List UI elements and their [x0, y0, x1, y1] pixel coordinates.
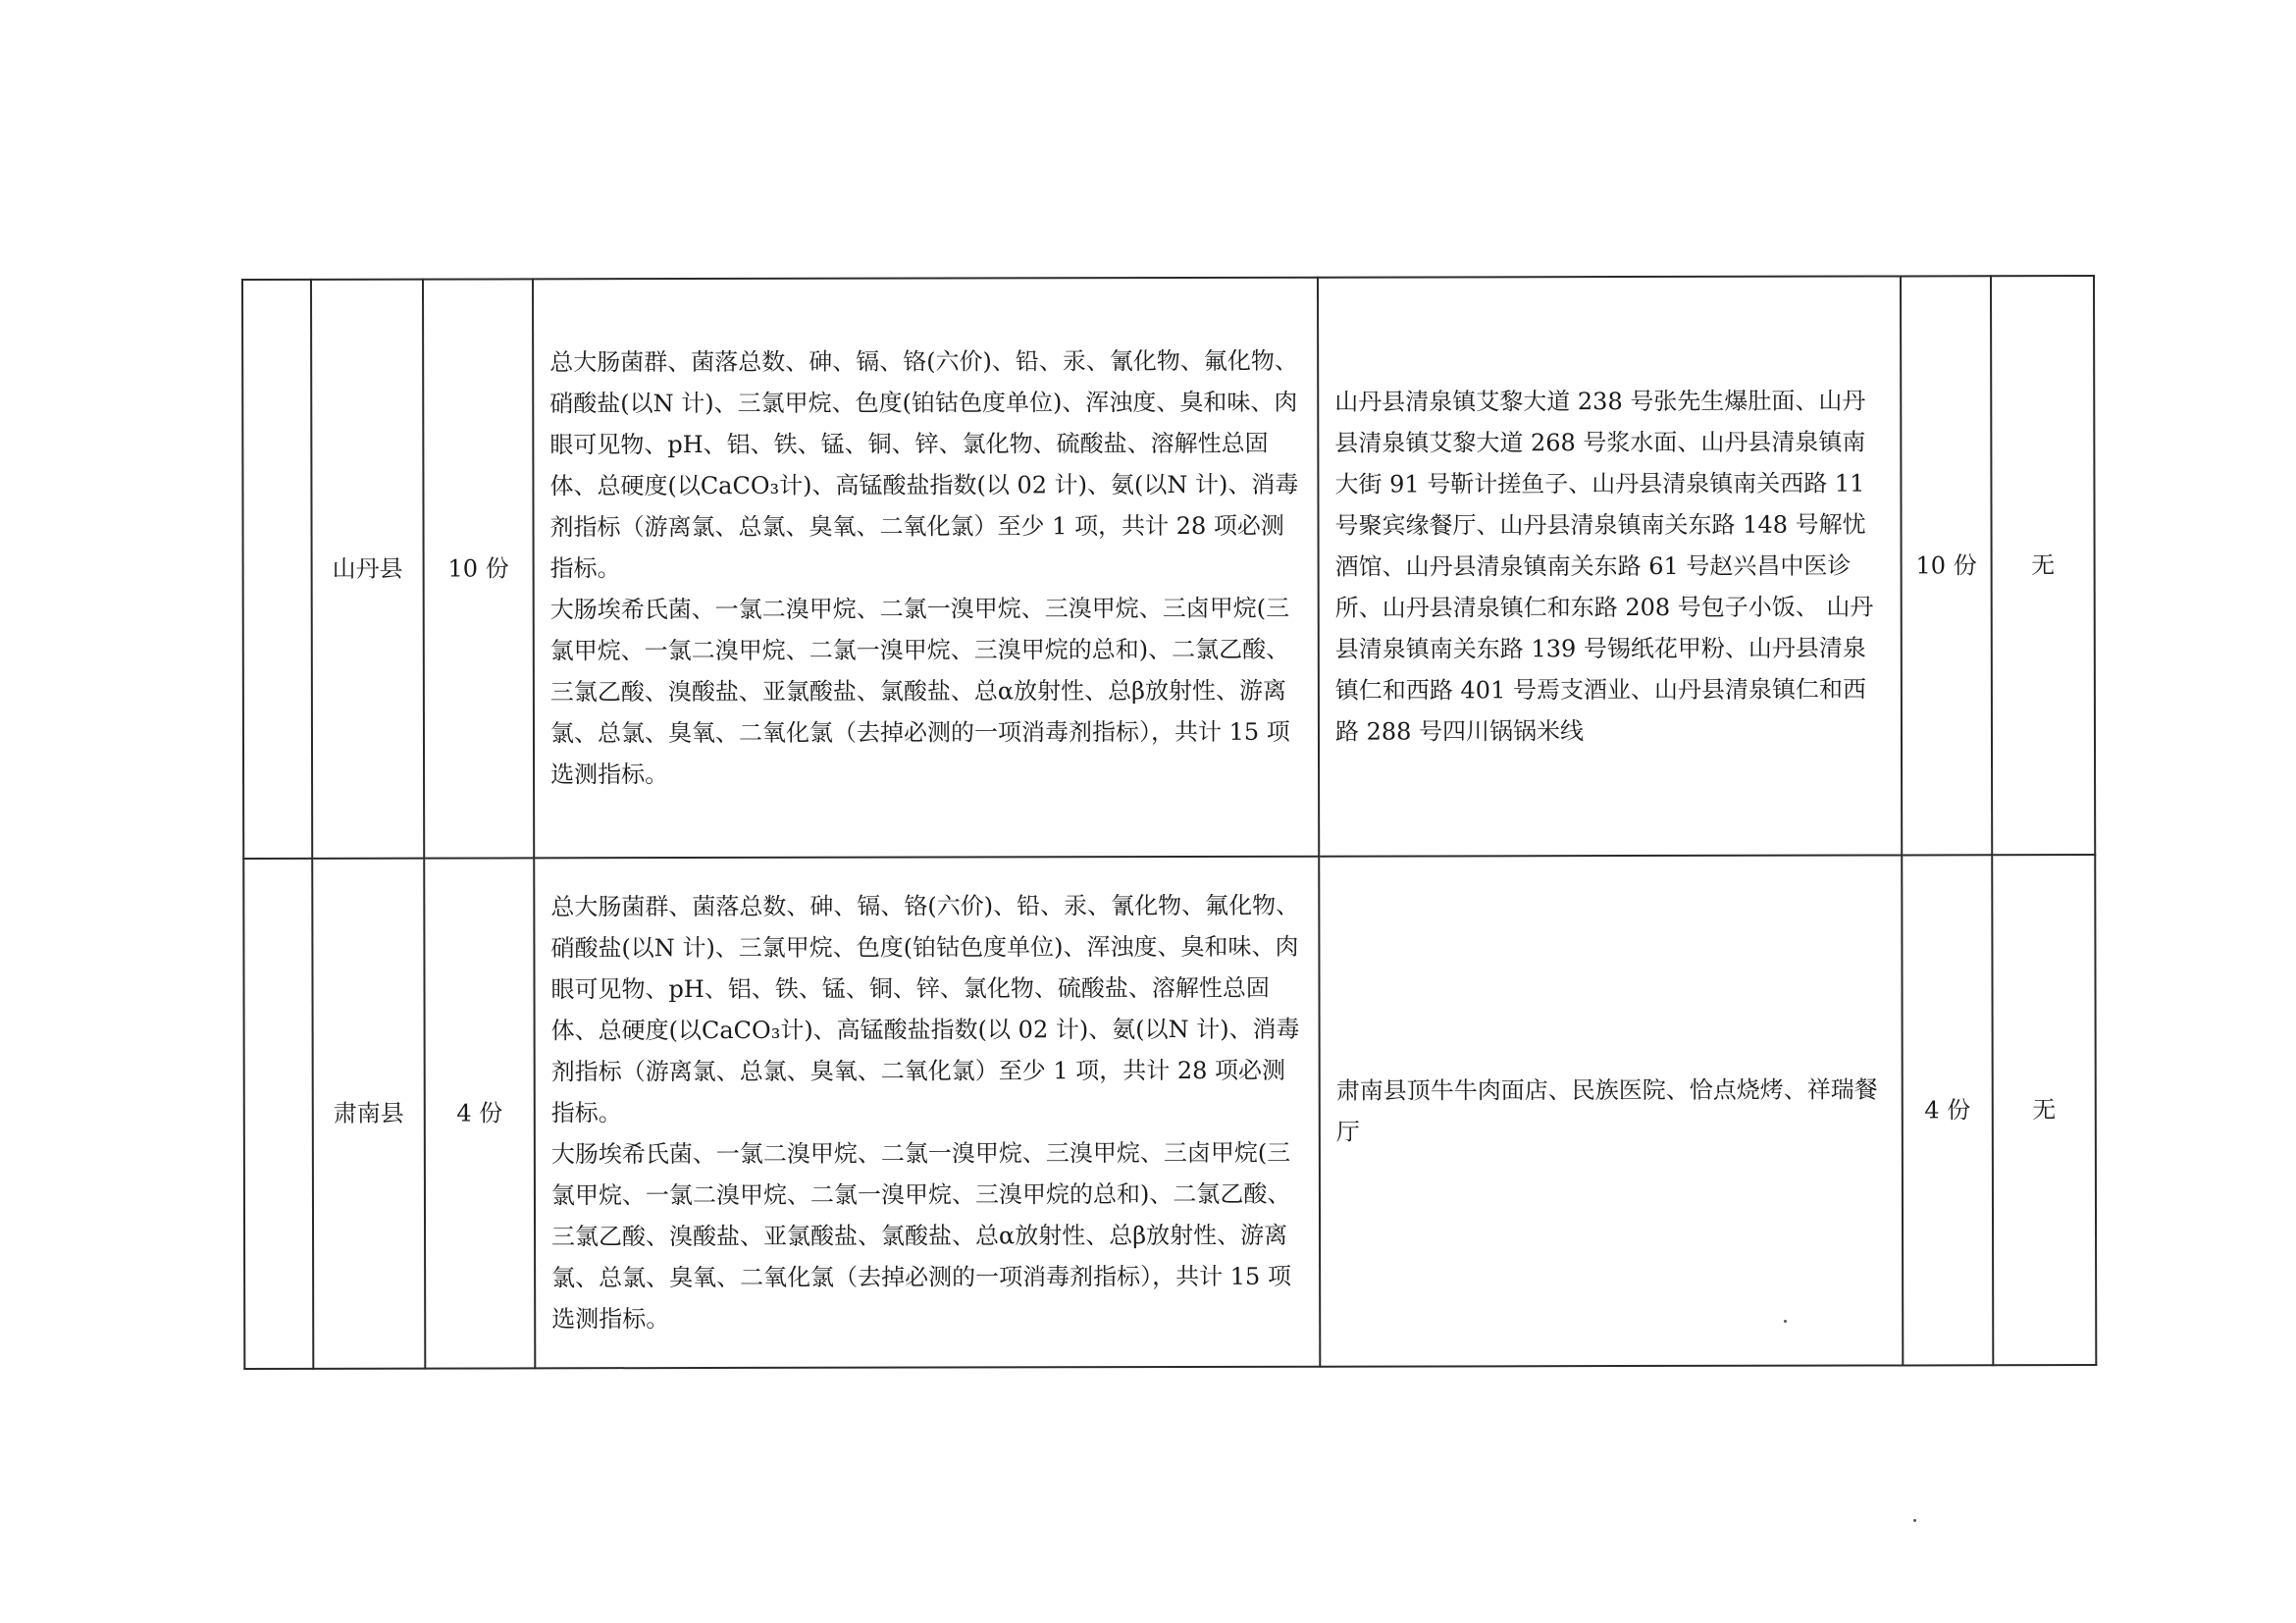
sampling-table	[241, 275, 2097, 1370]
sample-count-cell: 10 份	[1901, 276, 1992, 855]
sampling-sites-cell: 山丹县清泉镇艾黎大道 238 号张先生爆肚面、山丹县清泉镇艾黎大道 268 号浆水面、山丹县清泉镇南大街 91 号靳计搓鱼子、山丹县清泉镇南关西路 11 号聚宾缘餐厅、山丹县清泉镇南关东路 148 号解忧酒馆、山丹县清泉镇南关东路 61 号赵兴昌中医诊所、山丹县清泉镇仁和东路 208 号包子小饭、 山丹县清泉镇南关东路 139 号锡纸花甲粉、山丹县清泉镇仁和西路 401 号焉支酒业、山丹县清泉镇仁和西路 288 号四川锅锅米线	[1318, 276, 1902, 856]
sample-count-cell: 4 份	[1902, 855, 1993, 1365]
mandatory-indicators: 总大肠菌群、菌落总数、砷、镉、铬(六价)、铅、汞、氰化物、氟化物、硝酸盐(以N 计)、三氯甲烷、色度(铂钴色度单位)、浑浊度、臭和味、肉眼可见物、pH、铝、铁、锰、铜、锌、氯化物、硫酸盐、溶解性总固体、总硬度(以CaCO₃计)、高锰酸盐指数(以 02 计)、氨(以N 计)、消毒剂指标（游离氯、总氯、臭氧、二氧化氯）至少 1 项，共计 28 项必测指标。	[549, 346, 1299, 583]
scan-speck	[1784, 1320, 1787, 1323]
count-cell: 10 份	[423, 279, 534, 858]
county-cell: 肃南县	[312, 859, 425, 1369]
remark-cell: 无	[1991, 276, 2095, 855]
index-cell	[243, 859, 313, 1369]
table-row	[243, 855, 2096, 1369]
indicators-cell	[534, 857, 1320, 1369]
sampling-sites-cell: 肃南县顶牛牛肉面店、民族医院、恰点烧烤、祥瑞餐厅	[1319, 855, 1903, 1366]
remark-cell: 无	[1992, 855, 2096, 1365]
optional-indicators: 大肠埃希氏菌、一氯二溴甲烷、二氯一溴甲烷、三溴甲烷、三卤甲烷(三氯甲烷、一氯二溴甲烷、二氯一溴甲烷、三溴甲烷的总和)、二氯乙酸、三氯乙酸、溴酸盐、亚氯酸盐、氯酸盐、总α放射性、总β放射性、游离氯、总氯、臭氧、二氧化氯（去掉必测的一项消毒剂指标），共计 15 项选测指标。	[550, 1138, 1291, 1334]
optional-indicators: 大肠埃希氏菌、一氯二溴甲烷、二氯一溴甲烷、三溴甲烷、三卤甲烷(三氯甲烷、一氯二溴甲烷、二氯一溴甲烷、三溴甲烷的总和)、二氯乙酸、三氯乙酸、溴酸盐、亚氯酸盐、氯酸盐、总α放射性、总β放射性、游离氯、总氯、臭氧、二氧化氯（去掉必测的一项消毒剂指标），共计 15 项选测指标。	[549, 594, 1290, 789]
mandatory-indicators: 总大肠菌群、菌落总数、砷、镉、铬(六价)、铅、汞、氰化物、氟化物、硝酸盐(以N 计)、三氯甲烷、色度(铂钴色度单位)、浑浊度、臭和味、肉眼可见物、pH、铝、铁、锰、铜、锌、氯化物、硫酸盐、溶解性总固体、总硬度(以CaCO₃计)、高锰酸盐指数(以 02 计)、氨(以N 计)、消毒剂指标（游离氯、总氯、臭氧、二氧化氯）至少 1 项，共计 28 项必测指标。	[550, 891, 1300, 1127]
scan-speck	[1913, 1519, 1916, 1522]
indicators-cell	[533, 278, 1319, 859]
index-cell	[242, 280, 312, 859]
table-row	[242, 276, 2095, 859]
count-cell: 4 份	[424, 858, 535, 1368]
county-cell: 山丹县	[311, 280, 424, 859]
